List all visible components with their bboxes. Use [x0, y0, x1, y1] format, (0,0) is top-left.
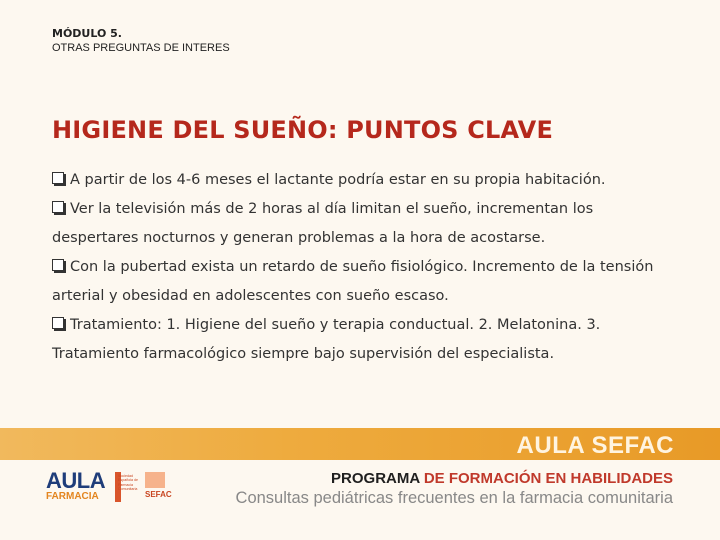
bullet-item [52, 311, 672, 369]
checkbox-bullet-icon [52, 317, 64, 329]
aula-logo-sub: FARMACIA [46, 491, 99, 502]
sefac-logo-word: SEFAC [145, 490, 172, 499]
checkbox-bullet-icon [52, 201, 64, 213]
program-subtitle: Consultas pediátricas frecuentes en la farmacia comunitaria [235, 489, 673, 507]
program-bold: PROGRAMA [331, 470, 420, 487]
program-title [331, 471, 673, 487]
bullet-item [52, 166, 672, 195]
bullet-text: Tratamiento: 1. Higiene del sueño y terapia conductual. 2. Melatonina. 3. Tratamiento farmacológico siempre bajo supervisión del especialista. [52, 317, 601, 362]
slide-title: HIGIENE DEL SUEÑO: PUNTOS CLAVE [52, 116, 554, 144]
sefac-logo [115, 472, 175, 506]
program-rest: DE FORMACIÓN EN HABILIDADES [419, 470, 673, 487]
footer-band-title: AULA SEFAC [516, 432, 674, 459]
bullet-item [52, 195, 672, 253]
bullet-text: Con la pubertad exista un retardo de sueño fisiológico. Incremento de la tensión arterial y obesidad en adolescentes con sueño escaso. [52, 259, 654, 304]
aula-logo-word: AULA [46, 468, 106, 493]
aula-farmacia-logo [46, 470, 106, 504]
bullet-list [52, 166, 672, 369]
bullet-text: Ver la televisión más de 2 horas al día limitan el sueño, incrementan los despertares nocturnos y generan problemas a la hora de acostarse. [52, 201, 594, 246]
sefac-logo-text: Sociedad Española de Farmacia Comunitaria [118, 474, 138, 492]
module-header [52, 27, 230, 55]
module-subtitle: OTRAS PREGUNTAS DE INTERES [52, 42, 230, 54]
sefac-logo-square [145, 472, 165, 488]
bullet-item [52, 253, 672, 311]
checkbox-bullet-icon [52, 172, 64, 184]
module-number: MÓDULO 5. [52, 27, 122, 40]
checkbox-bullet-icon [52, 259, 64, 271]
bullet-text: A partir de los 4-6 meses el lactante podría estar en su propia habitación. [70, 172, 606, 188]
